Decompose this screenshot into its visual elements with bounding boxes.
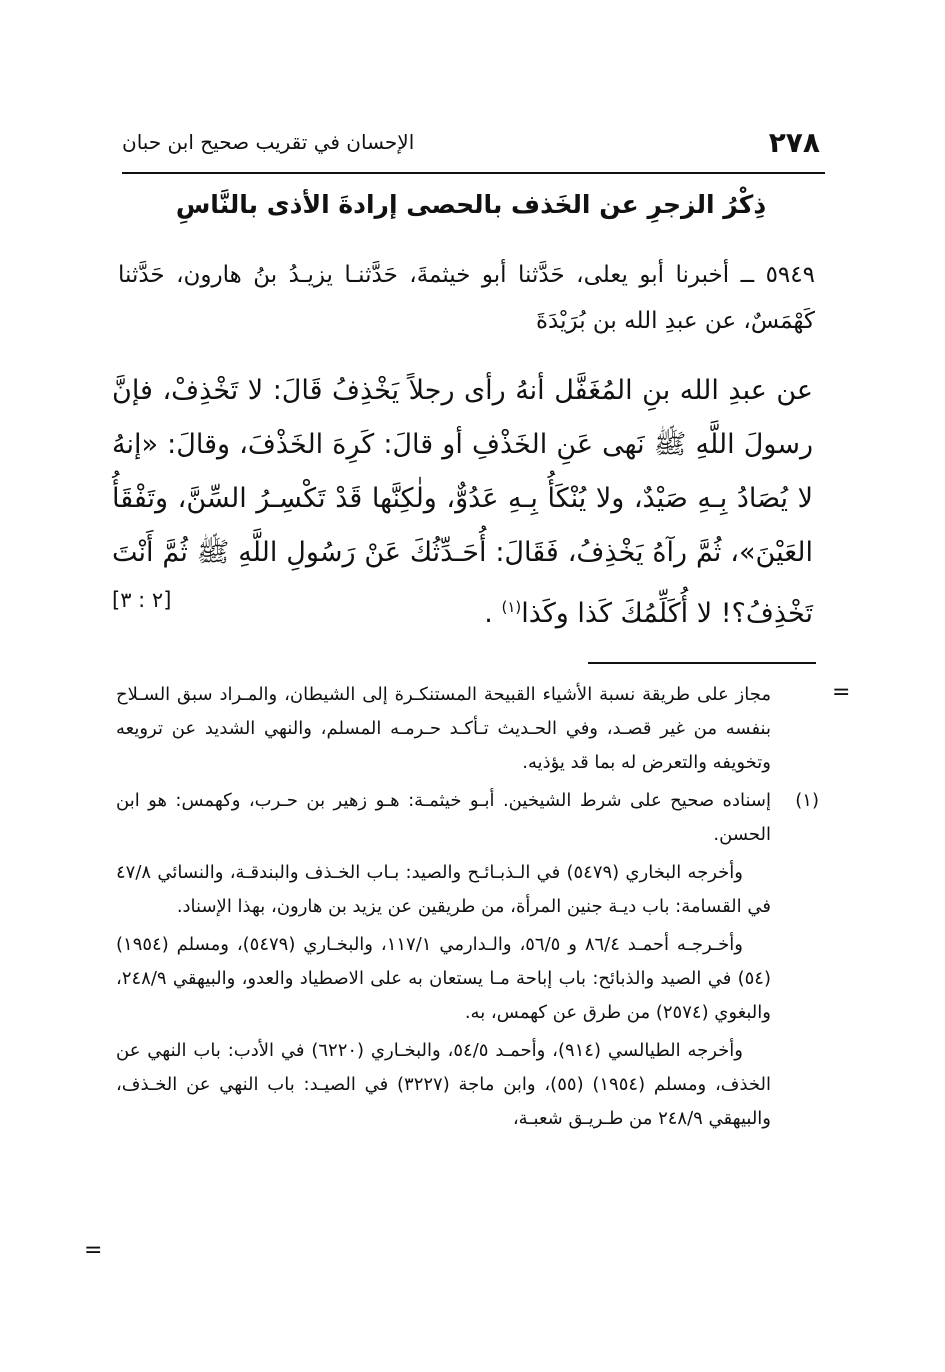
running-title: الإحسان في تقريب صحيح ابن حبان [122, 130, 415, 154]
hadith-matn: عن عبدِ الله بنِ المُغَفَّل أنهُ رأى رجلاً يَخْذِفُ قَالَ: لا تَخْذِفْ، فإنَّ رسولَ اللَّهِ ﷺ نَهى عَنِ الخَذْفِ أو قالَ: كَرِهَ الخَذْفَ، وقالَ: «إنهُ لا يُصَادُ بِـهِ صَيْدٌ، ولا يُنْكَأُ بِـهِ عَدُوٌّ، ولٰكِنَّها قَدْ تَكْسِـرُ السِّنَّ، وتَفْقَأُ العَيْنَ»، ثُمَّ رآهُ يَخْذِفُ، فَقَالَ: أُحَـدِّثُكَ عَنْ رَسُولِ اللَّهِ ﷺ ثُمَّ أَنْتَ تَخْذِفُ؟! لا أُكَلِّمُكَ كَذا وكَذا$^{(١)}$ . [112, 375, 813, 629]
footnote-marker: (١) [795, 790, 819, 811]
footnote-text: وأخرجه الطيالسي (٩١٤)، وأحمـد ٥٤/٥، والبخـاري (٦٢٢٠) في الأدب: باب النهي عن الخذف، ومسلم (١٩٥٤) (٥٥)، وابن ماجة (٣٢٢٧) في الصيـد: باب النهي عن الخـذف، والبيهقي ٢٤٨/٩ من طـريـق شعبـة، [116, 1040, 771, 1129]
hadith-reference: [٢ : ٣] [112, 588, 172, 612]
footnotes [116, 678, 819, 1140]
footnote-item [116, 928, 819, 1030]
chapter-title: ذِكْرُ الزجرِ عن الخَذف بالحصى إرادةَ الأذى بالنَّاسِ [175, 190, 767, 219]
footnote-continued [116, 678, 819, 780]
page-header [122, 122, 820, 172]
footnote-text: وأخـرجـه أحمـد ٨٦/٤ و ٥٦/٥، والـدارمي ١١٧/١، والبخـاري (٥٤٧٩)، ومسلم (١٩٥٤) (٥٤) في الصيد والذبائح: باب إباحة مـا يستعان به على الاصطياد والعدو، والبيهقي ٢٤٨/٩، والبغوي (٢٥٧٤) من طرق عن كهمس، به. [116, 934, 771, 1023]
footnote-text: إسناده صحيح على شرط الشيخين. أبـو خيثمـة: هـو زهير بن حـرب، وكهمس: هو ابن الحسن. [116, 790, 771, 845]
footnote-item [116, 1034, 819, 1136]
hadith-matn-text: عن عبدِ الله بنِ المُغَفَّل أنهُ رأى رجلاً يَخْذِفُ قَالَ: لا تَخْذِفْ، فإنَّ رسولَ اللَّهِ ﷺ نَهى عَنِ الخَذْفِ أو قالَ: كَرِهَ الخَذْفَ، وقالَ: «إنهُ لا يُصَادُ بِـهِ صَيْدٌ، ولا يُنْكَأُ بِـهِ عَدُوٌّ، ولٰكِنَّها قَدْ تَكْسِـرُ السِّنَّ، وتَفْقَأُ العَيْنَ»، ثُمَّ رآهُ يَخْذِفُ، فَقَالَ: أُحَـدِّثُكَ عَنْ رَسُولِ اللَّهِ ﷺ ثُمَّ أَنْتَ تَخْذِفُ؟! لا أُكَلِّمُكَ كَذا وكَذا [112, 375, 813, 629]
footnote-item [116, 856, 819, 924]
hadith-isnad: ٥٩٤٩ ــ أخبرنا أبو يعلى، حَدَّثنا أبو خيثمةَ، حَدَّثنـا يزيـدُ بنُ هارون، حَدَّثنا كَهْمَسٌ، عن عبدِ الله بن بُرَيْدَةَ [118, 262, 815, 334]
footnote-item [116, 784, 819, 852]
header-rule [122, 172, 825, 174]
footnote-continued-text: مجاز على طريقة نسبة الأشياء القبيحة المستنكـرة إلى الشيطان، والمـراد سبق السـلاح بنفسه من غير قصـد، وفي الحـديث تـأكـد حـرمـه المسلم، والنهي الشديد عن ترويعه وتخويفه والتعرض له بما قد يؤذيه. [116, 684, 771, 773]
continuation-mark-bottom: = [84, 1238, 103, 1263]
continuation-mark-top: = [832, 680, 851, 705]
footnote-reference: (١) [501, 598, 522, 616]
footnote-text: وأخرجه البخاري (٥٤٧٩) في الـذبـائـح والصيد: بـاب الخـذف والبندقـة، والنسائي ٤٧/٨ في القسامة: باب ديـة جنين المرأة، من طريقين عن يزيد بن هارون، بهذا الإسناد. [116, 862, 771, 917]
footnote-rule [588, 662, 816, 664]
page-number: ٢٧٨ [768, 126, 820, 159]
